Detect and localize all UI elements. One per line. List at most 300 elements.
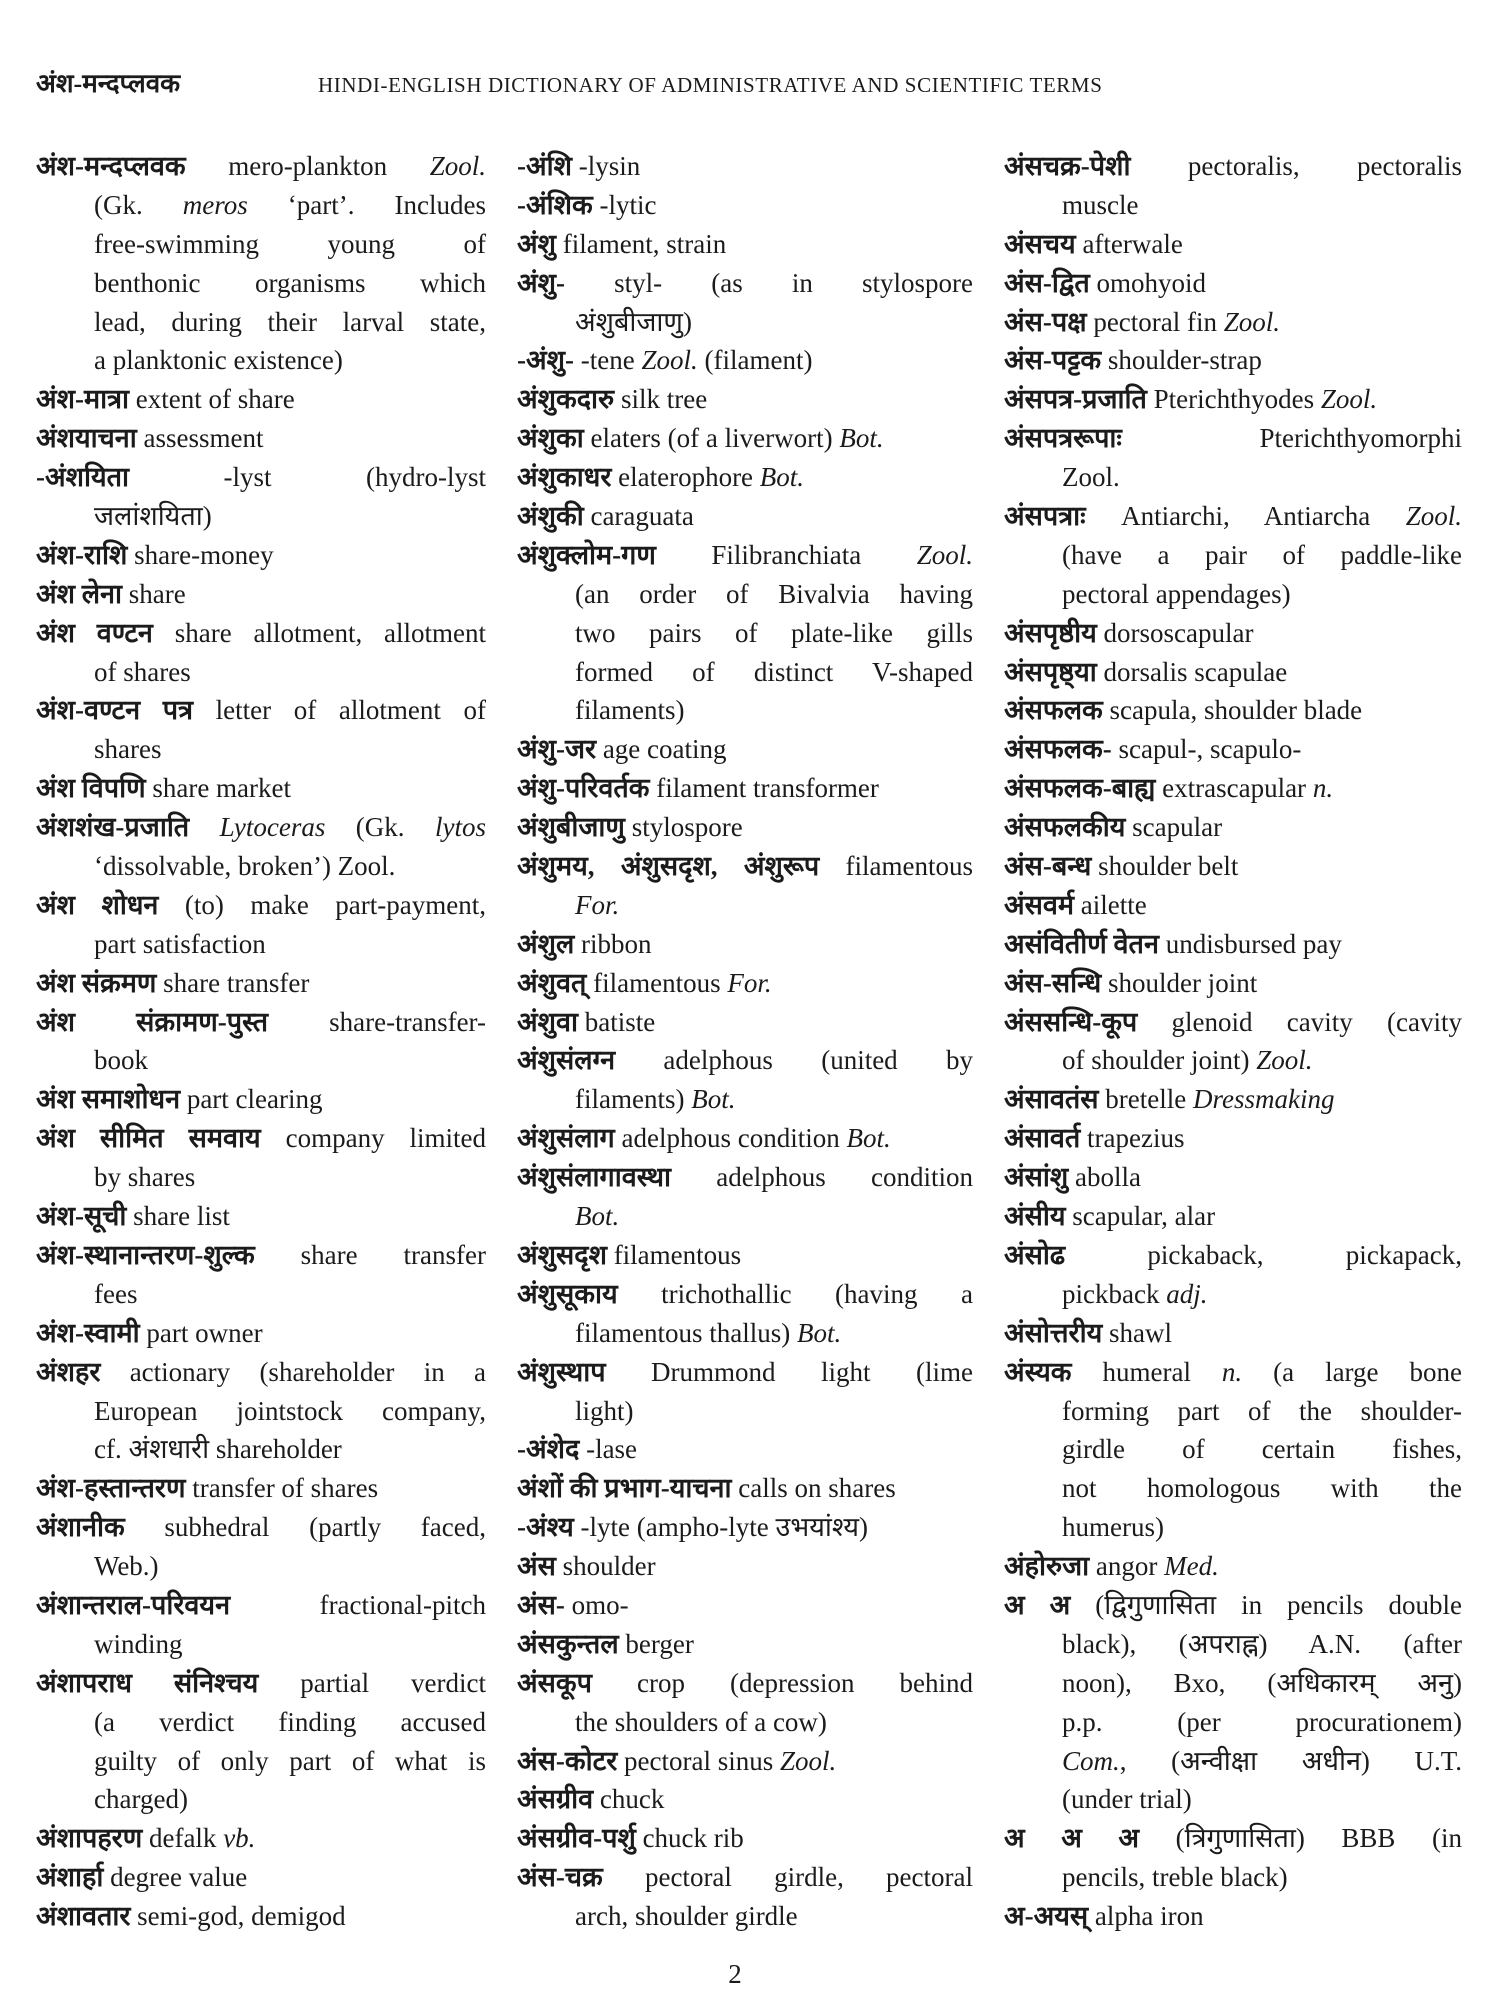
headword: अंशुसूकाय xyxy=(517,1278,618,1309)
entry-line xyxy=(36,1080,486,1119)
headword: अंश-स्वामी xyxy=(36,1317,140,1348)
headword: अंश सीमित समवाय xyxy=(36,1123,261,1154)
headword: अंश-स्थानान्तरण-शुल्क xyxy=(36,1239,255,1270)
headword: अंशुकाधर xyxy=(517,462,612,493)
entry-continuation-line xyxy=(1004,458,1462,497)
headword: अंश वण्टन xyxy=(36,617,153,648)
definition-text: Drummond light (lime xyxy=(605,1356,973,1387)
headword: अंसपृष्ठ्या xyxy=(1004,656,1097,687)
definition-text: filamentous thallus) xyxy=(575,1317,797,1348)
entry-line xyxy=(1004,691,1462,730)
entry-line xyxy=(517,1625,973,1664)
definition-text: crop (depression behind xyxy=(591,1667,973,1698)
definition-italic: Zool. xyxy=(1320,384,1378,415)
definition-text: ‘dissolvable, broken’) Zool. xyxy=(94,851,396,882)
headword: अंश-सूची xyxy=(36,1201,127,1232)
definition-text: Pterichthyodes xyxy=(1146,384,1321,415)
definition-text: filament transformer xyxy=(649,773,879,804)
entry-line xyxy=(36,964,486,1003)
definition-text: girdle of certain fishes, xyxy=(1062,1434,1462,1465)
definition-text: fractional-pitch xyxy=(230,1589,486,1620)
definition-text: (an order of Bivalvia having xyxy=(575,578,973,609)
entry-line xyxy=(1004,380,1462,419)
entry-line xyxy=(36,1469,486,1508)
entry-continuation-line xyxy=(1004,1430,1462,1469)
headword: अंश संक्रमण xyxy=(36,967,157,998)
definition-text: actionary (shareholder in a xyxy=(100,1356,486,1387)
entry-line xyxy=(36,1314,486,1353)
entry-continuation-line xyxy=(1004,1742,1462,1781)
entry-line xyxy=(1004,1236,1462,1275)
entry-line xyxy=(1004,925,1462,964)
definition-italic: Zool. xyxy=(1256,1045,1313,1076)
entry-line xyxy=(1004,614,1462,653)
headword: अंसावतंस xyxy=(1004,1084,1099,1115)
headword: -अंशिक xyxy=(517,189,593,220)
entry-line xyxy=(1004,497,1462,536)
definition-text: cf. अंशधारी shareholder xyxy=(94,1434,342,1465)
entry-line xyxy=(517,497,973,536)
headword: अंसग्रीव-पर्शु xyxy=(517,1823,636,1854)
definition-text: -lytic xyxy=(592,189,657,220)
headword: अंस-चक्र xyxy=(517,1862,603,1893)
definition-text: (filament) xyxy=(697,345,813,376)
definition-text: of shares xyxy=(94,656,191,687)
definition-text: afterwale xyxy=(1075,228,1183,259)
definition-text: adelphous (united by xyxy=(615,1045,973,1076)
headword: अंसीय xyxy=(1004,1201,1066,1232)
entry-line xyxy=(36,1119,486,1158)
book-title: HINDI-ENGLISH DICTIONARY OF ADMINISTRATIVE AND SCIENTIFIC TERMS xyxy=(318,73,1103,97)
column-left xyxy=(36,147,486,1936)
definition-text: filament, strain xyxy=(556,228,727,259)
definition-text: (Gk. xyxy=(325,812,435,843)
entry-line xyxy=(1004,769,1462,808)
definition-italic: Med. xyxy=(1164,1551,1219,1582)
definition-text: -tene xyxy=(573,345,642,376)
headword: अंशुसंलाग xyxy=(517,1123,615,1154)
entry-line xyxy=(36,1197,486,1236)
entry-line xyxy=(517,147,973,186)
definition-text: scapul-, scapulo- xyxy=(1111,734,1302,765)
headword: अंशशंख-प्रजाति xyxy=(36,812,190,843)
headword: अंशुकी xyxy=(517,501,584,532)
entry-line xyxy=(36,1819,486,1858)
headword: अंशहर xyxy=(36,1356,101,1387)
headword: अंश-मात्रा xyxy=(36,384,130,415)
definition-text: the shoulders of a cow) xyxy=(575,1706,827,1737)
entry-line xyxy=(517,264,973,303)
definition-italic: Zool. xyxy=(1405,501,1462,532)
definition-text: shoulder-strap xyxy=(1101,345,1262,376)
definition-text: angor xyxy=(1089,1551,1165,1582)
entry-line xyxy=(36,575,486,614)
definition-italic: Bot. xyxy=(575,1201,620,1232)
entry-continuation-line xyxy=(517,575,973,614)
headword: अंश शोधन xyxy=(36,889,159,920)
entry-line xyxy=(517,964,973,1003)
definition-text: ribbon xyxy=(574,928,652,959)
headword: अंशापहरण xyxy=(36,1823,143,1854)
definition-italic: meros xyxy=(182,189,248,220)
entry-line xyxy=(36,808,486,847)
headword: असंवितीर्ण वेतन xyxy=(1004,928,1159,959)
definition-italic: Bot. xyxy=(839,423,884,454)
entry-line xyxy=(1004,1314,1462,1353)
definition-text: arch, shoulder girdle xyxy=(575,1901,798,1932)
entry-line xyxy=(36,614,486,653)
entry-line xyxy=(517,1858,973,1897)
entry-continuation-line xyxy=(36,1392,486,1431)
entry-line xyxy=(517,1353,973,1392)
headword: अंसवर्म xyxy=(1004,889,1075,920)
definition-text: filamentous xyxy=(819,851,973,882)
definition-text: degree value xyxy=(103,1862,248,1893)
definition-text: -lyst (hydro-lyst xyxy=(129,462,486,493)
running-head: अंश-मन्दप्लवक xyxy=(36,69,181,98)
entry-line xyxy=(1004,1197,1462,1236)
headword: अंशानीक xyxy=(36,1512,125,1543)
definition-text: subhedral (partly faced, xyxy=(124,1512,486,1543)
definition-text: elaterophore xyxy=(611,462,760,493)
headword: अंश-मन्दप्लवक xyxy=(36,151,186,181)
headword: अंश-हस्तान्तरण xyxy=(36,1473,186,1504)
entry-line xyxy=(36,1586,486,1625)
entry-continuation-line xyxy=(517,886,973,925)
definition-text: caraguata xyxy=(583,501,694,532)
definition-text: by shares xyxy=(94,1162,196,1193)
definition-italic: Dressmaking xyxy=(1192,1084,1335,1115)
definition-italic: vb. xyxy=(223,1823,256,1854)
entry-line xyxy=(36,147,486,186)
definition-text: ‘part’. Includes xyxy=(247,189,486,220)
definition-text: formed of distinct V-shaped xyxy=(575,656,973,687)
entry-continuation-line xyxy=(36,1430,486,1469)
definition-text: share-money xyxy=(127,539,274,570)
headword: अंशुसंलागावस्था xyxy=(517,1162,671,1193)
entry-line xyxy=(517,730,973,769)
entry-line xyxy=(1004,1586,1462,1625)
definition-text: filaments) xyxy=(575,1084,692,1115)
entry-continuation-line xyxy=(36,497,486,536)
headword: अ-अयस् xyxy=(1004,1901,1089,1932)
headword: अंश-वण्टन पत्र xyxy=(36,695,193,726)
headword: अंससन्धि-कूप xyxy=(1004,1006,1138,1037)
headword: अ अ अ xyxy=(1004,1823,1140,1854)
definition-text: semi-god, demigod xyxy=(130,1901,346,1932)
entry-continuation-line xyxy=(36,653,486,692)
definition-text: scapular, alar xyxy=(1065,1201,1216,1232)
headword: -अंशु- xyxy=(517,345,574,376)
definition-text: shoulder belt xyxy=(1091,851,1239,882)
entry-continuation-line xyxy=(1004,1508,1462,1547)
entry-continuation-line xyxy=(1004,1703,1462,1742)
entry-continuation-line xyxy=(36,1275,486,1314)
entry-continuation-line xyxy=(517,614,973,653)
headword: अंशुकदारु xyxy=(517,384,615,415)
definition-text: adelphous condition xyxy=(614,1123,847,1154)
definition-text: scapula, shoulder blade xyxy=(1102,695,1363,726)
definition-text: a planktonic existence) xyxy=(94,345,343,376)
headword: अंसोत्तरीय xyxy=(1004,1317,1103,1348)
entry-continuation-line xyxy=(36,1041,486,1080)
headword: अंस-सन्धि xyxy=(1004,967,1102,998)
definition-italic: Bot. xyxy=(759,462,805,493)
entry-line xyxy=(517,1275,973,1314)
definition-text: of shoulder joint) xyxy=(1062,1045,1257,1076)
entry-line xyxy=(517,1780,973,1819)
headword: अंस- xyxy=(517,1589,565,1620)
definition-text: fees xyxy=(94,1278,138,1309)
definition-text: silk tree xyxy=(614,384,708,415)
definition-text: share market xyxy=(145,773,292,804)
entry-continuation-line xyxy=(36,1780,486,1819)
headword: अंसचक्र-पेशी xyxy=(1004,151,1131,181)
headword: अंसोढ xyxy=(1004,1239,1066,1270)
entry-line xyxy=(517,1430,973,1469)
entry-line xyxy=(517,769,973,808)
definition-text: trapezius xyxy=(1080,1123,1185,1154)
entry-line xyxy=(517,458,973,497)
definition-text: humeral xyxy=(1071,1356,1222,1387)
entry-line xyxy=(1004,303,1462,342)
entry-continuation-line xyxy=(1004,186,1462,225)
definition-text: p.p. (per procurationem) xyxy=(1062,1706,1462,1737)
entry-continuation-line xyxy=(517,1392,973,1431)
entry-line xyxy=(517,1003,973,1042)
definition-text xyxy=(189,812,219,842)
entry-continuation-line xyxy=(36,1158,486,1197)
definition-text: free-swimming young of xyxy=(94,228,486,259)
headword: अंश विपणि xyxy=(36,773,146,804)
entry-continuation-line xyxy=(36,1625,486,1664)
headword: अंसकूप xyxy=(517,1667,592,1698)
definition-text: winding xyxy=(94,1628,183,1659)
definition-italic: n. xyxy=(1221,1356,1243,1387)
definition-text: bretelle xyxy=(1098,1084,1193,1115)
entry-line xyxy=(1004,341,1462,380)
entry-continuation-line xyxy=(517,1897,973,1936)
entry-continuation-line xyxy=(36,1742,486,1781)
definition-text: book xyxy=(94,1045,148,1076)
headword: अंश समाशोधन xyxy=(36,1084,181,1115)
entry-continuation-line xyxy=(517,1703,973,1742)
entry-line xyxy=(1004,1897,1462,1936)
entry-line xyxy=(1004,730,1462,769)
definition-italic: Zool. xyxy=(1223,306,1281,337)
entry-continuation-line xyxy=(517,691,973,730)
headword: अंसपृष्ठीय xyxy=(1004,617,1097,648)
definition-text: adelphous condition xyxy=(670,1162,973,1193)
definition-text: letter of allotment of xyxy=(193,695,486,726)
definition-italic: Zool. xyxy=(916,539,973,570)
definition-italic: Lytoceras xyxy=(219,812,326,843)
definition-italic: Bot. xyxy=(796,1317,842,1348)
entry-line xyxy=(517,1119,973,1158)
entry-line xyxy=(1004,1080,1462,1119)
definition-text: shawl xyxy=(1102,1317,1172,1348)
entry-continuation-line xyxy=(36,847,486,886)
entry-line xyxy=(36,536,486,575)
entry-line xyxy=(36,380,486,419)
definition-text: age coating xyxy=(596,734,727,765)
definition-text: share-transfer- xyxy=(268,1006,486,1037)
definition-text: calls on shares xyxy=(731,1473,896,1504)
entry-line xyxy=(517,1664,973,1703)
definition-text: light) xyxy=(575,1395,634,1426)
definition-text: जलांशयिता) xyxy=(94,501,212,532)
definition-text: pectoral appendages) xyxy=(1062,578,1291,609)
headword: अंसग्रीव xyxy=(517,1784,594,1815)
definition-text: , (अन्वीक्षा अधीन) U.T. xyxy=(1119,1745,1462,1776)
headword: अंस-कोटर xyxy=(517,1745,618,1776)
definition-text: chuck xyxy=(593,1784,665,1815)
entry-line xyxy=(517,186,973,225)
entry-continuation-line xyxy=(1004,1625,1462,1664)
definition-text: filamentous xyxy=(586,967,728,998)
definition-text: lead, during their larval state, xyxy=(94,306,486,337)
headword: अंशुस्थाप xyxy=(517,1356,606,1387)
definition-italic: Zool. xyxy=(779,1745,837,1776)
entry-continuation-line xyxy=(517,303,973,342)
entry-line xyxy=(1004,225,1462,264)
entry-line xyxy=(517,536,973,575)
definition-text: dorsoscapular xyxy=(1096,617,1254,648)
entry-line xyxy=(36,691,486,730)
definition-text: stylospore xyxy=(624,812,743,843)
entry-line xyxy=(517,341,973,380)
definition-text: pickback xyxy=(1062,1278,1167,1309)
entry-line xyxy=(36,458,486,497)
headword: अंहोरुजा xyxy=(1004,1551,1090,1582)
definition-italic: lytos xyxy=(435,812,486,843)
headword: अंसपत्र-प्रजाति xyxy=(1004,384,1147,415)
headword: अंश लेना xyxy=(36,578,123,609)
definition-text: (द्विगुणासिता in pencils double xyxy=(1070,1589,1462,1620)
headword: अंश संक्रामण-पुस्त xyxy=(36,1006,268,1037)
entry-line xyxy=(517,225,973,264)
definition-text: defalk xyxy=(142,1823,224,1854)
definition-text: black), (अपराह्न) A.N. (after xyxy=(1062,1628,1462,1659)
definition-text: muscle xyxy=(1062,189,1139,220)
entry-line xyxy=(36,1664,486,1703)
entry-line xyxy=(36,1353,486,1392)
entry-line xyxy=(36,1858,486,1897)
entry-line xyxy=(517,808,973,847)
entry-continuation-line xyxy=(1004,1041,1462,1080)
headword: अंशान्तराल-परिवयन xyxy=(36,1589,231,1620)
headword: अंसपत्ररूपाः xyxy=(1004,423,1122,454)
definition-text: forming part of the shoulder- xyxy=(1062,1395,1462,1426)
definition-text: pickaback, pickapack, xyxy=(1065,1239,1462,1270)
entry-continuation-line xyxy=(1004,1780,1462,1819)
headword: अंशों की प्रभाग-याचना xyxy=(517,1473,732,1504)
definition-text: shoulder joint xyxy=(1101,967,1258,998)
headword: अंशु-जर xyxy=(517,734,597,765)
entry-line xyxy=(1004,1158,1462,1197)
entry-line xyxy=(36,769,486,808)
headword: अंशुक्लोम-गण xyxy=(517,539,656,570)
entry-continuation-line xyxy=(1004,575,1462,614)
definition-italic: adj. xyxy=(1166,1278,1208,1309)
definition-text: alpha iron xyxy=(1088,1901,1204,1932)
entry-line xyxy=(1004,419,1462,458)
entry-line xyxy=(517,1236,973,1275)
definition-text: humerus) xyxy=(1062,1512,1164,1543)
definition-text: part owner xyxy=(139,1317,263,1348)
entry-continuation-line xyxy=(1004,1469,1462,1508)
definition-text: (a verdict finding accused xyxy=(94,1706,486,1737)
definition-text: elaters (of a liverwort) xyxy=(583,423,840,454)
definition-text: share allotment, allotment xyxy=(152,617,486,648)
entry-line xyxy=(1004,1353,1462,1392)
definition-text: Filibranchiata xyxy=(655,539,917,570)
page-number: 2 xyxy=(728,1959,742,1989)
definition-text: shares xyxy=(94,734,162,765)
definition-text: trichothallic (having a xyxy=(617,1278,973,1309)
definition-text: shoulder xyxy=(555,1551,656,1582)
entry-continuation-line xyxy=(1004,1858,1462,1897)
entry-line xyxy=(517,1819,973,1858)
definition-text: omohyoid xyxy=(1089,267,1207,298)
definition-text: -lase xyxy=(579,1434,638,1465)
headword: अंश-राशि xyxy=(36,539,128,570)
column-middle xyxy=(517,147,973,1936)
headword: अंस्यक xyxy=(1004,1356,1072,1387)
entry-line xyxy=(1004,264,1462,303)
definition-text: Web.) xyxy=(94,1551,159,1582)
headword: -अंश्य xyxy=(517,1512,574,1543)
entry-line xyxy=(517,1469,973,1508)
entry-continuation-line xyxy=(36,730,486,769)
definition-text: undisbursed pay xyxy=(1158,928,1342,959)
headword: -अंशयिता xyxy=(36,462,130,493)
definition-text: (have a pair of paddle-like xyxy=(1062,539,1462,570)
entry-continuation-line xyxy=(36,186,486,225)
entry-continuation-line xyxy=(36,1547,486,1586)
definition-text: filaments) xyxy=(575,695,685,726)
entry-line xyxy=(1004,1547,1462,1586)
definition-text: share list xyxy=(126,1201,230,1232)
entry-line xyxy=(36,419,486,458)
entry-continuation-line xyxy=(517,653,973,692)
definition-italic: Bot. xyxy=(691,1084,736,1115)
definition-text: share transfer xyxy=(156,967,310,998)
headword: अंशुवा xyxy=(517,1006,578,1037)
headword: अंशु xyxy=(517,228,556,259)
definition-text: pectoral sinus xyxy=(617,1745,780,1776)
definition-italic: Com. xyxy=(1062,1745,1120,1776)
definition-italic: For. xyxy=(727,967,772,998)
definition-text: -lysin xyxy=(571,151,641,181)
definition-text: transfer of shares xyxy=(185,1473,379,1504)
definition-text: charged) xyxy=(94,1784,188,1815)
definition-text: Pterichthyomorphi xyxy=(1121,423,1462,454)
column-right xyxy=(1004,147,1462,1936)
entry-line xyxy=(1004,886,1462,925)
entry-line xyxy=(517,1586,973,1625)
headword: अंस-पट्टक xyxy=(1004,345,1102,376)
entry-line xyxy=(517,847,973,886)
entry-line xyxy=(517,925,973,964)
headword: अंसांशु xyxy=(1004,1162,1069,1193)
entry-continuation-line xyxy=(36,225,486,264)
headword: अंसपत्राः xyxy=(1004,501,1086,532)
definition-italic: Bot. xyxy=(846,1123,891,1154)
headword: अंसफलकीय xyxy=(1004,812,1126,843)
definition-text: chuck rib xyxy=(635,1823,744,1854)
entry-line xyxy=(517,419,973,458)
